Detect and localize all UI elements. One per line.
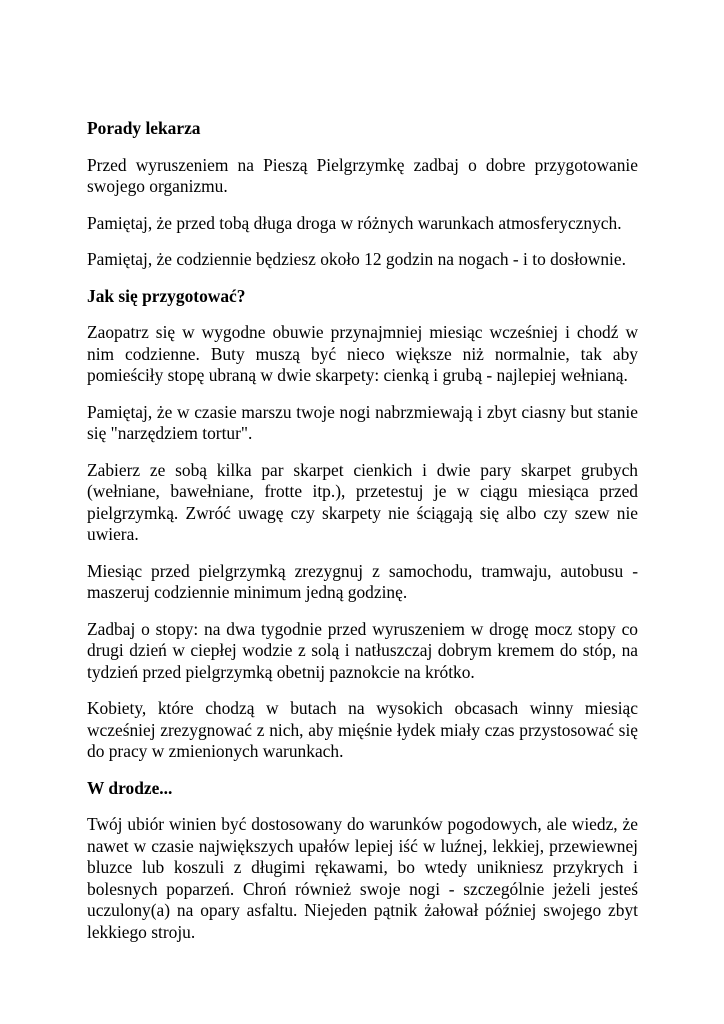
section-heading-preparation: Jak się przygotować? [87,285,246,306]
section-heading-on-the-road: W drodze... [87,777,173,798]
paragraph-12-hours: Pamiętaj, że codziennie będziesz około 12 godzin na nogach - i to dosłownie. [87,249,626,269]
document-page [87,118,638,958]
paragraph-socks: Zabierz ze sobą kilka par skarpet cienkich i dwie pary skarpet grubych (wełniane, bawełniane, frotte itp.), przetestuj je w ciągu miesiąca przed pielgrzymką. Zwróć uwagę czy skarpety nie ściągają się albo czy szew nie uwiera. [87,459,638,544]
paragraph-foot-care: Zadbaj o stopy: na dwa tygodnie przed wyruszeniem w drogę mocz stopy co drugi dzień w ciepłej wodzie z solą i natłuszczaj dobrym kremem do stóp, na tydzień przed pielgrzymką obetnij paznokcie na krótko. [87,618,638,682]
paragraph-high-heels: Kobiety, które chodzą w butach na wysokich obcasach winny miesiąc wcześniej zrezygnować z nich, aby mięśnie łydek miały czas przystosować się do pracy w zmienionych warunkach. [87,698,638,761]
paragraph-intro: Przed wyruszeniem na Pieszą Pielgrzymkę zadbaj o dobre przygotowanie swojego organizmu. [87,154,638,196]
paragraph-long-road: Pamiętaj, że przed tobą długa droga w różnych warunkach atmosferycznych. [87,212,622,233]
paragraph-clothing: Twój ubiór winien być dostosowany do warunków pogodowych, ale wiedz, że nawet w czasie największych upałów lepiej iść w luźnej, lekkiej, przewiewnej bluzce lub koszuli z długimi rękawami, bo wtedy unikniesz przykrych i bolesnych poparzeń. Chroń również swoje nogi - szczególnie jeżeli jesteś uczulony(a) na opary asfaltu. Niejeden pątnik żałował później swojego zbyt lekkiego stroju. [87,814,638,942]
paragraph-footwear: Zaopatrz się w wygodne obuwie przynajmniej miesiąc wcześniej i chodź w nim codzienne. Buty muszą być nieco większe niż normalnie, tak aby pomieściły stopę ubraną w dwie skarpety: cienką i grubą - najlepiej wełnianą. [87,322,638,385]
paragraph-walking: Miesiąc przed pielgrzymką zrezygnuj z samochodu, tramwaju, autobusu - maszeruj codziennie minimum jedną godzinę. [87,560,638,602]
section-heading-porady: Porady lekarza [87,118,201,138]
paragraph-swelling: Pamiętaj, że w czasie marszu twoje nogi nabrzmiewają i zbyt ciasny but stanie się "narzędziem tortur". [87,401,638,443]
